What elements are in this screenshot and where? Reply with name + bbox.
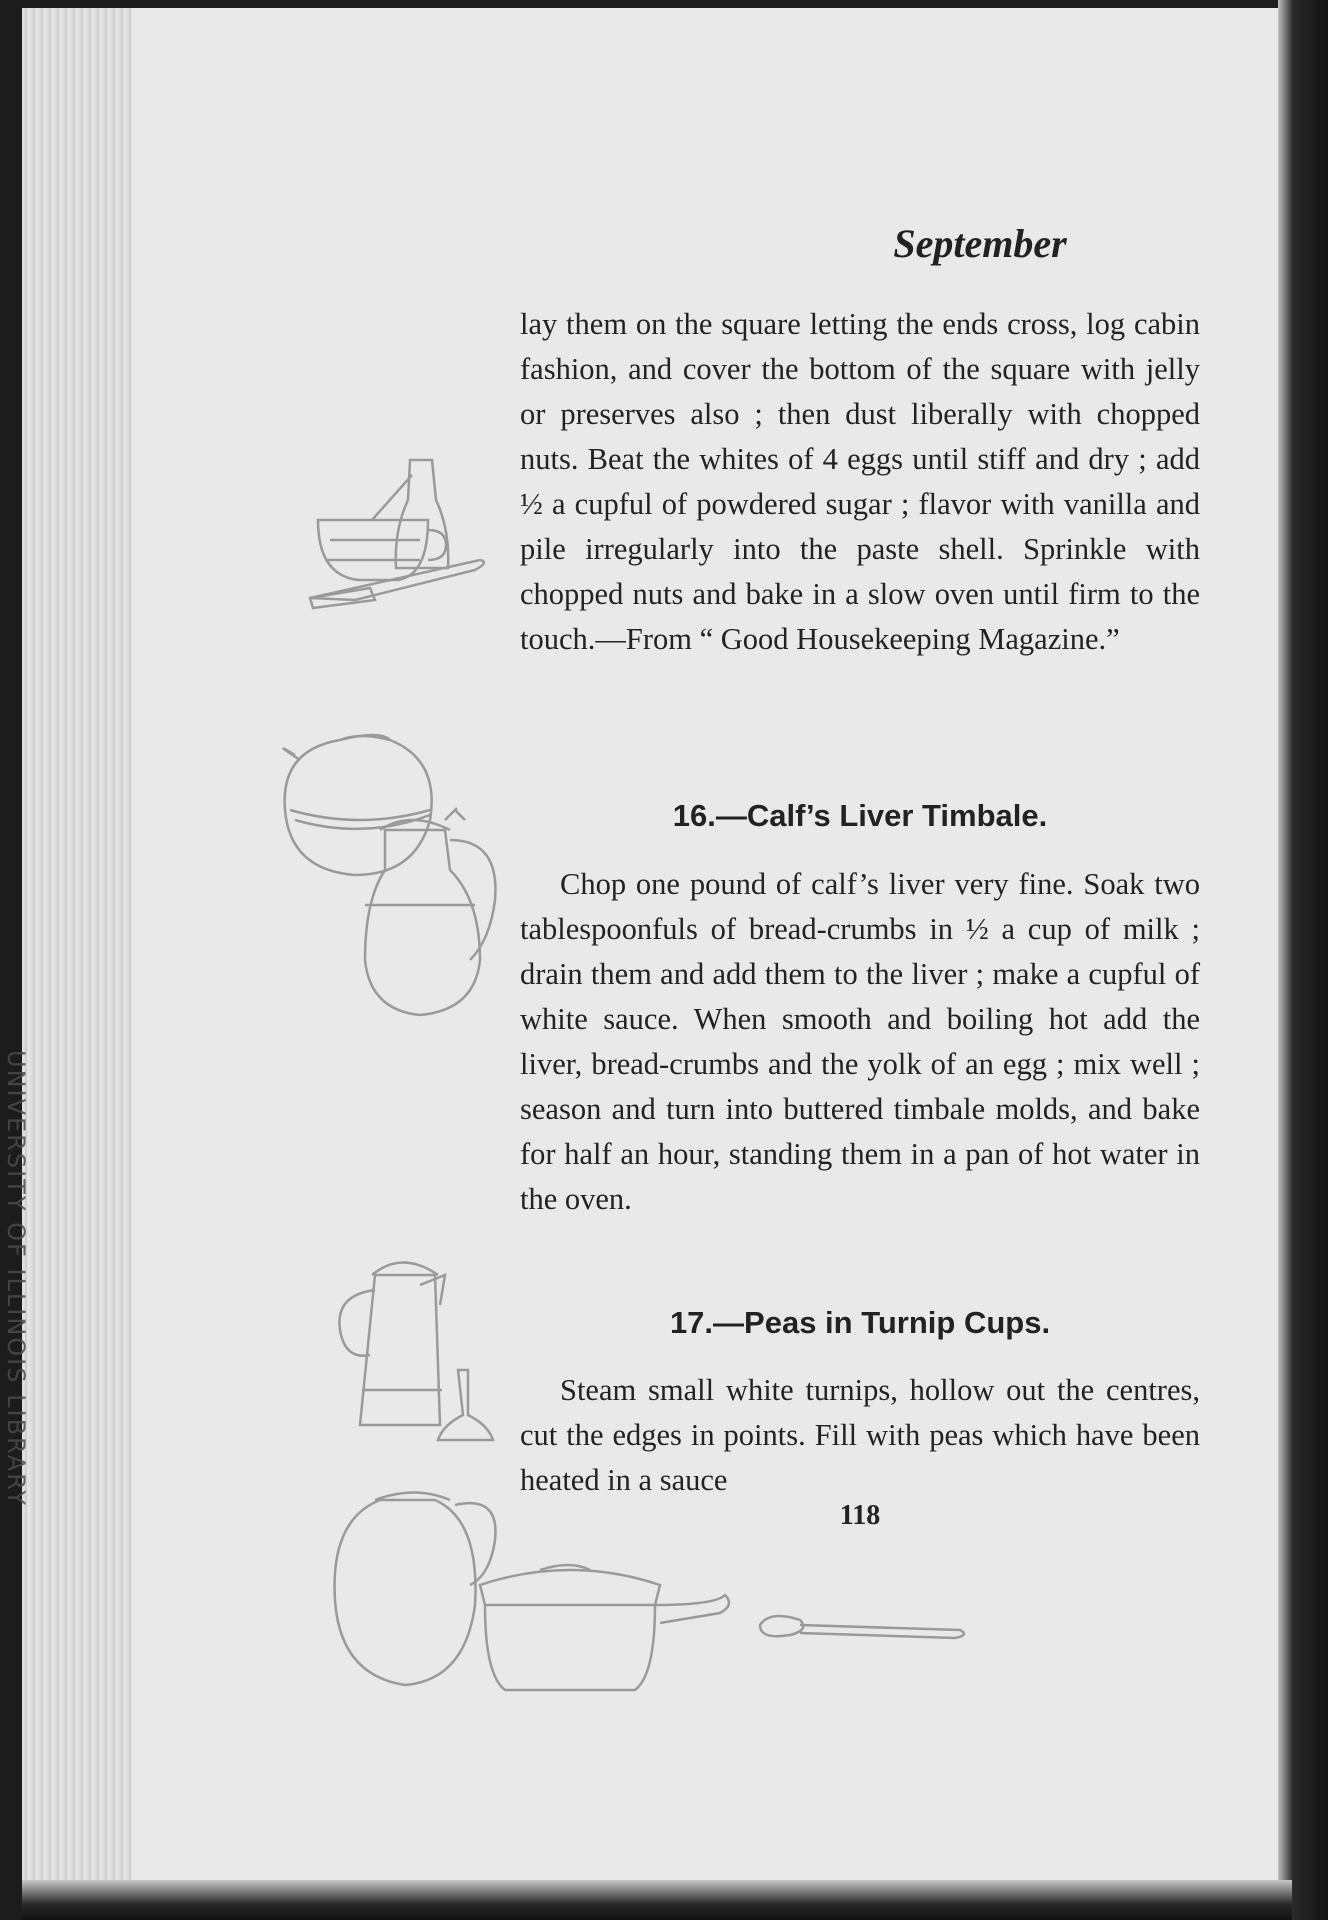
paragraph-text: Chop one pound of calf’s liver very fine. Soak two tablespoonfuls of bread-crumbs in ½ a cup of milk ; drain them and add them to the liver ; make a cupful of white sauce. When smooth and boiling hot add the liver, bread-crumbs and the yolk of an egg ; mix well ; season and turn into buttered timbale molds, and bake for half an hour, standing them in a pan of hot water in the oven.	[520, 867, 1200, 1216]
recipe-heading: 16.—Calf’s Liver Timbale.	[672, 798, 1048, 833]
lidded-pitcher-icon	[365, 809, 495, 1015]
recipe-heading: 17.—Peas in Turnip Cups.	[669, 1305, 1051, 1340]
crock-icon	[335, 1493, 496, 1686]
paragraph-text: lay them on the square letting the ends cross, log cabin fashion, and cover the bottom of the square with jelly or preserves also ; then dust liberally with chopped nuts. Beat the whites of 4 eggs until stiff and dry ; add ½ a cupful of powdered sugar ; flavor with vanilla and pile irregularly into the paste shell. Sprinkle with chopped nuts and bake in a slow oven until firm to the touch.—From “ Good Housekeeping Magazine.”	[520, 307, 1200, 656]
coffee-pot-icon	[339, 1263, 445, 1426]
running-head: September	[893, 221, 1067, 266]
funnel-icon	[438, 1370, 493, 1440]
recipe-body	[520, 1368, 1200, 1503]
paragraph-text: Steam small white turnips, hollow out the centres, cut the edges in points. Fill with peas which have been heated in a sauce	[520, 1373, 1200, 1497]
continued-paragraph	[520, 302, 1200, 662]
bottle-icon	[396, 460, 449, 568]
spoon-icon	[760, 1616, 964, 1638]
mortar-pestle-icon	[318, 475, 446, 580]
page-number: 118	[839, 1500, 881, 1531]
recipe-body	[520, 862, 1200, 1222]
library-stamp: UNIVERSITY OF ILLINOIS LIBRARY	[2, 1050, 30, 1507]
squat-jug-icon	[284, 735, 432, 875]
saucepan-icon	[480, 1565, 729, 1690]
